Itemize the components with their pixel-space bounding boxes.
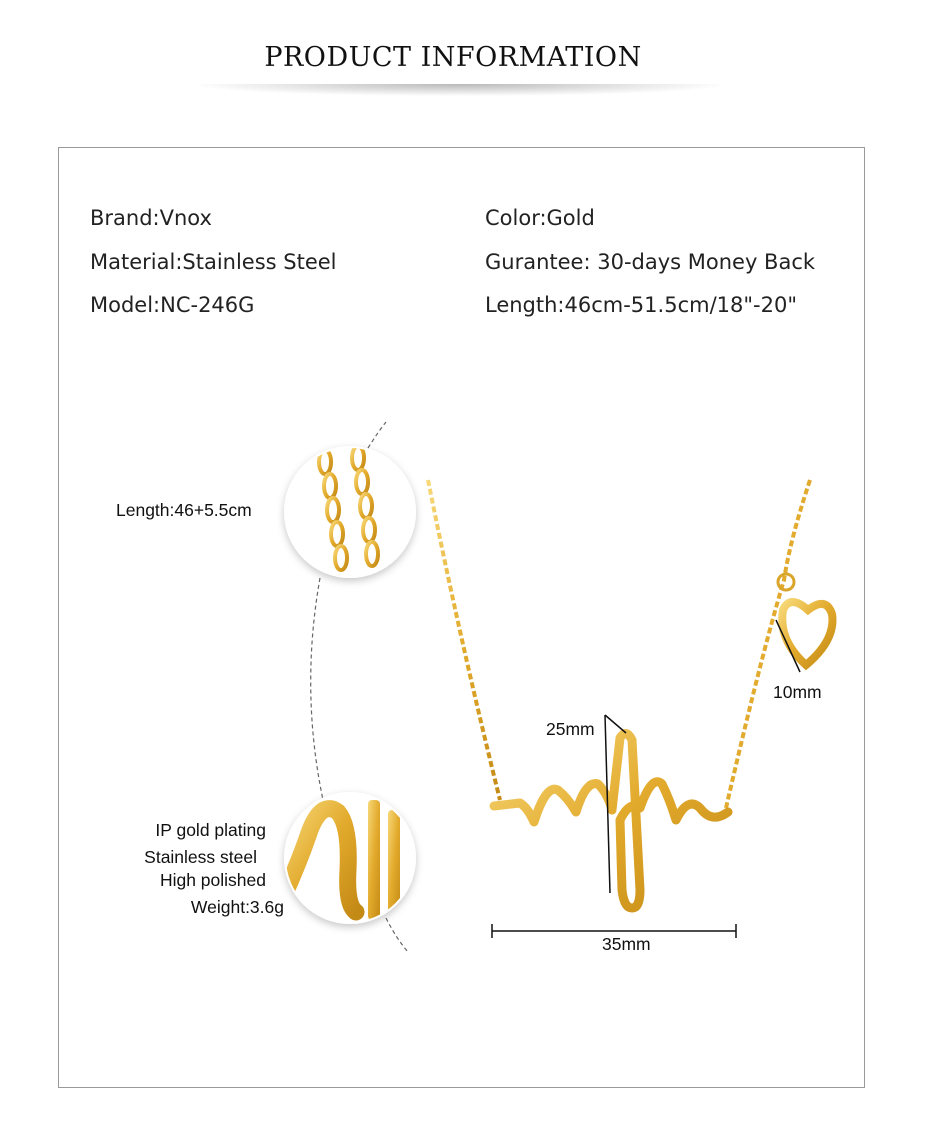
callout-polish: High polished [159, 870, 266, 890]
connector-mid [311, 578, 323, 800]
header-title: PRODUCT INFORMATION [264, 42, 642, 73]
heart-measure [776, 620, 800, 672]
spec-material: Material:Stainless Steel [90, 250, 337, 274]
spec-color: Color:Gold [485, 206, 595, 230]
connector-bottom [386, 918, 408, 952]
heart-charm [782, 602, 832, 665]
callout-steel: Stainless steel [144, 847, 257, 867]
dimension-height-label: 25mm [546, 719, 595, 739]
dimension-width-label: 35mm [602, 934, 651, 954]
spec-length: Length:46cm-51.5cm/18"-20" [485, 293, 797, 317]
chain-left [428, 480, 500, 800]
chain-right [726, 480, 810, 808]
spec-model: Model:NC-246G [90, 293, 255, 317]
chain-zoom-circle [284, 446, 416, 578]
spec-brand: Brand:Vnox [90, 206, 212, 230]
callout-chain-length: Length:46+5.5cm [116, 500, 252, 520]
dimension-heart-label: 10mm [773, 682, 822, 702]
callout-weight: Weight:3.6g [190, 897, 284, 917]
callout-plating: IP gold plating [155, 820, 266, 840]
spec-guarantee: Gurantee: 30-days Money Back [485, 250, 816, 274]
heartbeat-pendant [494, 733, 728, 908]
connector-top [368, 422, 386, 448]
